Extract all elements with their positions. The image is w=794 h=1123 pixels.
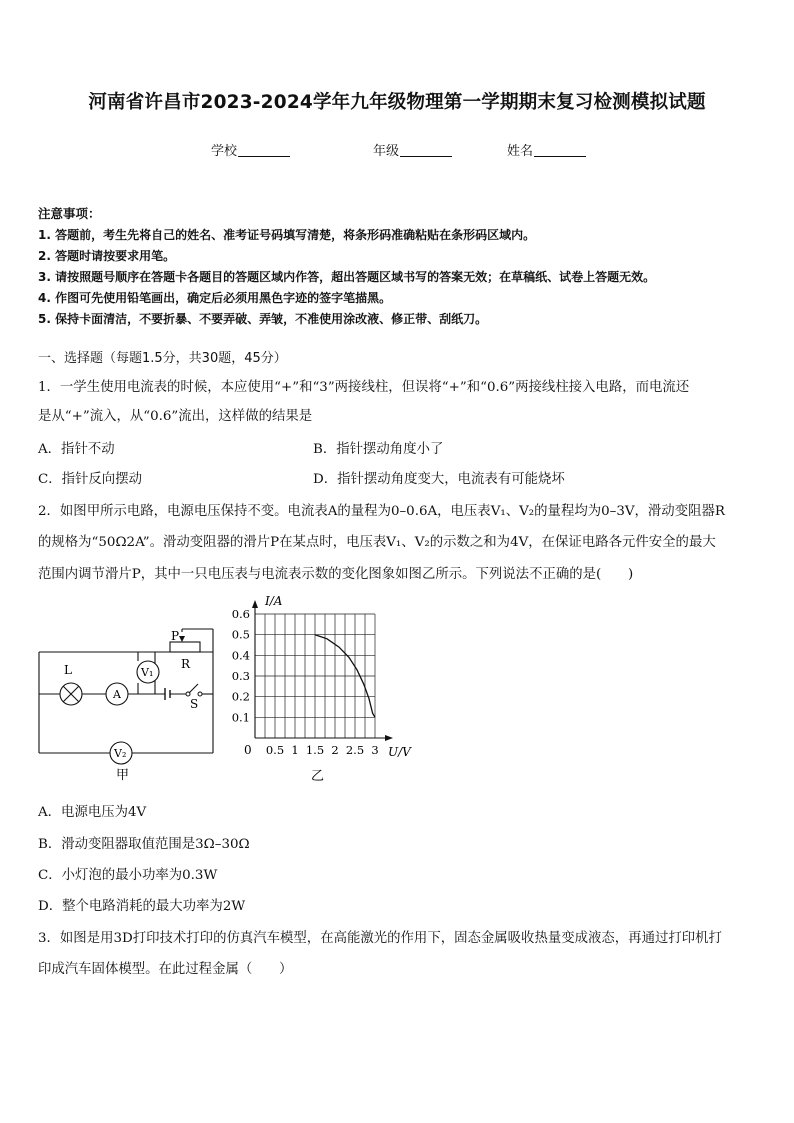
- label-r: R: [181, 657, 191, 671]
- note-item: 3. 请按照题号顺序在答题卡各题目的答题区域内作答，超出答题区域书写的答案无效；在草稿纸、试卷上答题无效。: [38, 270, 656, 284]
- grid-layer: [255, 614, 375, 738]
- section-heading: 一、选择题（每题1.5分，共30题，45分）: [38, 351, 287, 366]
- q1-stem-line1: 1．一学生使用电流表的时候，本应使用“+”和“3”两接线柱，但误将“+”和“0.6”两接线柱接入电路，而电流还: [38, 380, 690, 395]
- q1-option-d[interactable]: D．指针摆动角度变大，电流表有可能烧坏: [313, 472, 565, 487]
- q2-option-b[interactable]: B．滑动变阻器取值范围是3Ω–30Ω: [38, 837, 250, 852]
- q1-option-a[interactable]: A．指针不动: [38, 442, 115, 457]
- origin-label: 0: [244, 743, 252, 757]
- note-item: 4. 作图可先使用铅笔画出，确定后必须用黑色字迹的签字笔描黑。: [38, 291, 392, 305]
- label-v2: V₂: [114, 747, 127, 760]
- q1-stem-line2: 是从“+”流入，从“0.6”流出，这样做的结果是: [38, 409, 313, 424]
- q1-option-c[interactable]: C．指针反向摆动: [38, 472, 142, 487]
- circuit-diagram: [30, 622, 230, 787]
- q2-option-a[interactable]: A．电源电压为4V: [38, 805, 147, 820]
- x-tick-label: 1: [291, 743, 299, 757]
- y-tick-label: 0.5: [231, 627, 250, 642]
- rheostat-resistor: [170, 642, 200, 652]
- y-tick-label: 0.4: [231, 648, 250, 663]
- school-blank[interactable]: [238, 144, 290, 157]
- q2-stem-line2: 的规格为“50Ω2A”。滑动变阻器的滑片P在某点时，电压表V₁、V₂的示数之和为4V，在保证电路各元件安全的最大: [38, 535, 716, 550]
- grade-field[interactable]: [373, 140, 452, 159]
- q3-stem-line1: 3．如图是用3D打印技术打印的仿真汽车模型，在高能激光的作用下，固态金属吸收热量变成液态，再通过打印机打: [38, 931, 722, 946]
- x-tick-label: 2.5: [345, 743, 365, 757]
- name-blank[interactable]: [534, 144, 586, 157]
- x-tick-label: 2: [331, 743, 339, 757]
- school-field[interactable]: [211, 140, 290, 159]
- label-s: S: [190, 697, 199, 711]
- name-label: 姓名: [507, 144, 534, 159]
- q2-option-d[interactable]: D．整个电路消耗的最大功率为2W: [38, 899, 246, 914]
- x-tick-label: 3: [371, 743, 379, 757]
- q2-stem-line3: 范围内调节滑片P，其中一只电压表与电流表示数的变化图象如图乙所示。下列说法不正确的是( ): [38, 567, 634, 582]
- q3-stem-line2: 印成汽车固体模型。在此过程金属（ ）: [38, 962, 293, 977]
- q2-option-c[interactable]: C．小灯泡的最小功率为0.3W: [38, 868, 218, 883]
- x-axis-label: U/V: [388, 745, 411, 759]
- school-label: 学校: [211, 144, 238, 159]
- label-v1: V₁: [141, 666, 154, 679]
- note-item: 1. 答题前，考生先将自己的姓名、准考证号码填写清楚，将条形码准确粘贴在条形码区域内。: [38, 228, 536, 242]
- y-tick-label: 0.1: [231, 710, 250, 725]
- notes-heading: 注意事项：: [38, 206, 101, 221]
- grade-blank[interactable]: [400, 144, 452, 157]
- q2-stem-line1: 2．如图甲所示电路，电源电压保持不变。电流表A的量程为0–0.6A，电压表V₁、V₂的量程均为0–3V，滑动变阻器R: [38, 504, 725, 519]
- y-axis-label: I/A: [265, 594, 283, 608]
- y-tick-label: 0.2: [231, 689, 250, 704]
- label-a: A: [113, 688, 121, 701]
- y-axis-arrow: [252, 600, 258, 608]
- caption-jia: 甲: [116, 768, 130, 783]
- page-title: 河南省许昌市2023-2024学年九年级物理第一学期期末复习检测模拟试题: [88, 92, 706, 113]
- iu-graph: [225, 588, 425, 788]
- grade-label: 年级: [373, 144, 400, 159]
- x-tick-label: 1.5: [305, 743, 325, 757]
- note-item: 5. 保持卡面清洁，不要折暴、不要弄破、弄皱，不准使用涂改液、修正带、刮纸刀。: [38, 312, 488, 326]
- slider-arrow: [179, 636, 185, 642]
- caption-yi: 乙: [311, 769, 325, 784]
- note-item: 2. 答题时请按要求用笔。: [38, 249, 176, 263]
- q1-option-b[interactable]: B．指针摆动角度小了: [313, 442, 444, 457]
- x-axis-arrow: [385, 735, 393, 741]
- name-field[interactable]: [507, 140, 586, 159]
- y-tick-label: 0.3: [231, 669, 250, 683]
- label-p: P: [171, 629, 180, 643]
- axis-layer: [252, 600, 393, 741]
- x-tick-label: 0.5: [265, 743, 285, 757]
- y-tick-label: 0.6: [231, 607, 250, 621]
- label-l: L: [64, 663, 72, 677]
